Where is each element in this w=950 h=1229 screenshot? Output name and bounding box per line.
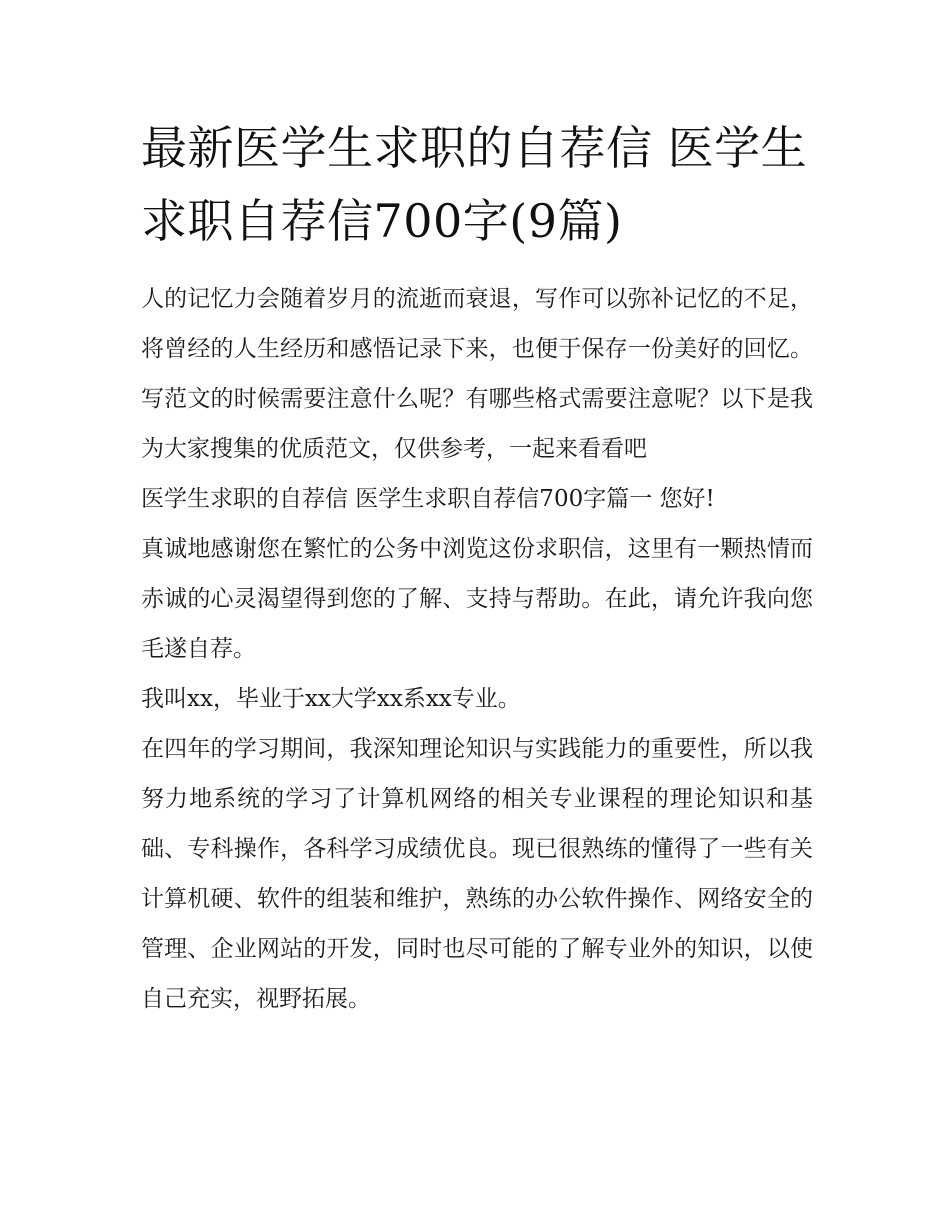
document-body — [141, 112, 813, 1024]
paragraph-thanks: 真诚地感谢您在繁忙的公务中浏览这份求职信，这里有一颗热情而赤诚的心灵渴望得到您的了解、支持与帮助。在此，请允许我向您毛遂自荐。 — [141, 536, 813, 662]
paragraph-intro: 人的记忆力会随着岁月的流逝而衰退，写作可以弥补记忆的不足，将曾经的人生经历和感悟记录下来，也便于保存一份美好的回忆。写范文的时候需要注意什么呢？有哪些格式需要注意呢？以下是我为大家搜集的优质范文，仅供参考，一起来看看吧 — [141, 286, 813, 462]
paragraph-self-intro: 我叫xx，毕业于xx大学xx系xx专业。 — [141, 686, 521, 712]
document-title: 最新医学生求职的自荐信 医学生求职自荐信700字(9篇) — [141, 121, 808, 248]
paragraph-study: 在四年的学习期间，我深知理论知识与实践能力的重要性，所以我努力地系统的学习了计算机网络的相关专业课程的理论知识和基础、专科操作，各科学习成绩优良。现已很熟练的懂得了一些有关计算机硬、软件的组装和维护，熟练的办公软件操作、网络安全的管理、企业网站的开发，同时也尽可能的了解专业外的知识，以使自己充实，视野拓展。 — [141, 736, 813, 1012]
paragraph-section-heading: 医学生求职的自荐信 医学生求职自荐信700字篇一 您好! — [141, 486, 715, 512]
